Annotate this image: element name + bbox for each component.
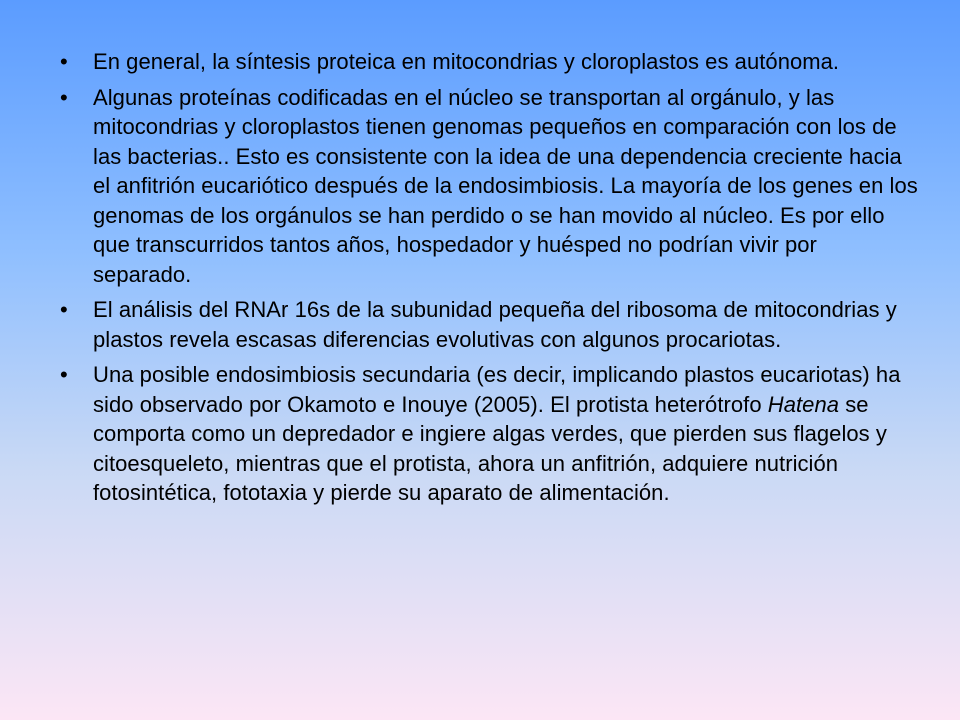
bullet-text-part: se comporta como un depredador e ingiere algas verdes, que pierden sus flagelos y citoesqueleto, mientras que el protista, ahora un anfitrión, adquiere nutrición fotosintética, fototaxia y pierde su aparato de alimentación. — [93, 391, 887, 505]
bullet-marker: • — [60, 49, 68, 74]
bullet-text: En general, la síntesis proteica en mitocondrias y cloroplastos es autónoma. — [93, 49, 840, 74]
bullet-text: El análisis del RNAr 16s de la subunidad pequeña del ribosoma de mitocondrias y plastos revela escasas diferencias evolutivas con algunos procariotas. — [93, 297, 897, 352]
bullet-item-4 — [60, 360, 920, 508]
bullet-item-2 — [60, 83, 920, 290]
bullet-marker: • — [60, 362, 68, 387]
bullet-text-part: Una posible endosimbiosis secundaria (es decir, implicando plastos eucariotas) ha sido observado por Okamoto e Inouye (2005). El protista heterótrofo — [93, 362, 901, 417]
bullet-item-3 — [60, 295, 920, 354]
species-name: Hatena — [767, 391, 840, 417]
bullet-marker: • — [60, 297, 68, 322]
bullet-item-1 — [60, 47, 920, 77]
bullet-text: Algunas proteínas codificadas en el núcleo se transportan al orgánulo, y las mitocondrias y cloroplastos tienen genomas pequeños en comparación con los de las bacterias.. Esto es consistente con la idea de una dependencia creciente hacia el anfitrión eucariótico después de la endosimbiosis. La mayoría de los genes en los genomas de los orgánulos se han perdido o se han movido al núcleo. Es por ello que transcurridos tantos años, hospedador y huésped no podrían vivir por separado. — [93, 84, 918, 287]
bullet-text — [93, 360, 920, 508]
bullet-list — [60, 47, 920, 514]
bullet-marker: • — [60, 84, 68, 110]
